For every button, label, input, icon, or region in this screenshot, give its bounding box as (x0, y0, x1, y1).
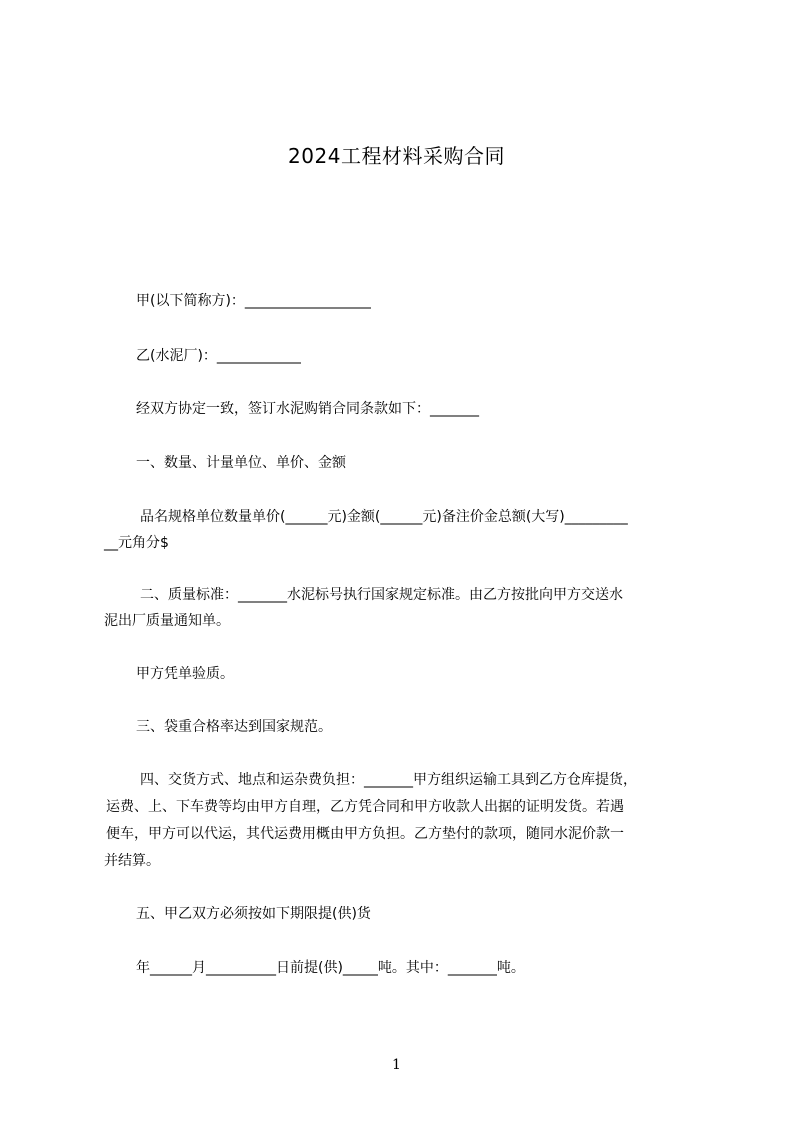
section-2-line-3: 甲方凭单验质。 (136, 666, 234, 682)
section-1-line-1: 品名规格单位数量单价(______元)金额(______元)备注价金总额(大写)_________ (140, 509, 628, 525)
section-5-heading: 五、甲乙双方必须按如下期限提(供)货 (136, 906, 371, 922)
section-4-line-3: 便车，甲方可以代运，其代运费用概由甲方负担。乙方垫付的款项，随同水泥价款一 (106, 826, 624, 842)
section-4-line-1: 四、交货方式、地点和运杂费负担：_______甲方组织运输工具到乙方仓库提货， (140, 772, 637, 788)
section-2-line-2: 泥出厂质量通知单。 (104, 613, 230, 629)
section-4-line-2: 运费、上、下车费等均由甲方自理，乙方凭合同和甲方收款人出据的证明发货。若遇 (106, 799, 624, 815)
party-b-line: 乙(水泥厂)：____________ (136, 348, 301, 364)
document-title: 2024工程材料采购合同 (288, 144, 505, 168)
section-1-line-2: __元角分$ (104, 535, 169, 551)
section-5-line-1: 年______月__________日前提(供)_____吨。其中：_______吨。 (136, 960, 525, 976)
page-number: 1 (392, 1057, 401, 1073)
section-2-line-1: 二、质量标准：_______水泥标号执行国家规定标准。由乙方按批向甲方交送水 (140, 587, 623, 603)
section-3-paragraph: 三、袋重合格率达到国家规范。 (136, 719, 332, 735)
section-4-line-4: 并结算。 (104, 853, 160, 869)
section-1-heading: 一、数量、计量单位、单价、金额 (136, 455, 346, 471)
party-a-line: 甲(以下简称方)：__________________ (136, 293, 371, 309)
intro-paragraph: 经双方协定一致，签订水泥购销合同条款如下：_______ (136, 401, 479, 417)
